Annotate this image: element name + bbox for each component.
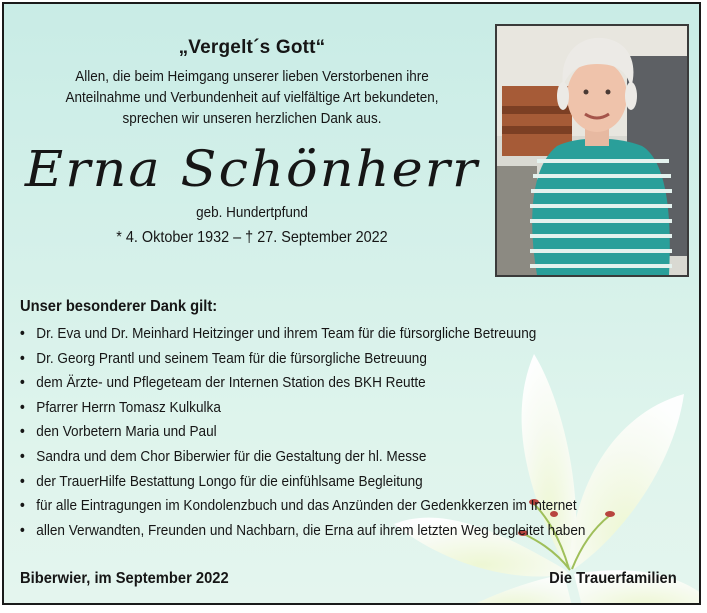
list-item-text: Dr. Georg Prantl und seinem Team für die fürsorgliche Betreuung <box>36 349 427 367</box>
list-item-text: Pfarrer Herrn Tomasz Kulkulka <box>36 398 221 416</box>
list-item <box>20 494 617 519</box>
notice-header <box>24 36 480 249</box>
bullet-icon: • <box>20 497 25 515</box>
life-dates: * 4. Oktober 1932 – † 27. September 2022 <box>116 229 388 246</box>
portrait-photo-icon <box>497 26 687 275</box>
list-item <box>20 371 617 396</box>
bullet-icon: • <box>20 349 25 367</box>
intro-line: Anteilnahme und Verbundenheit auf vielfältige Art bekundeten, <box>65 89 439 106</box>
list-item-text: der TrauerHilfe Bestattung Longo für die einfühlsame Begleitung <box>36 472 423 490</box>
list-item-text: dem Ärzte- und Pflegeteam der Internen Station des BKH Reutte <box>36 374 426 392</box>
portrait-photo <box>495 24 689 277</box>
bullet-icon: • <box>20 423 25 441</box>
list-item-text: allen Verwandten, Freunden und Nachbarn, die Erna auf ihrem letzten Weg begleitet haben <box>36 521 586 539</box>
intro-text <box>47 66 457 129</box>
intro-line: sprechen wir unseren herzlichen Dank aus. <box>122 110 382 127</box>
bullet-icon: • <box>20 374 25 392</box>
list-item <box>20 470 617 495</box>
list-item-text: den Vorbetern Maria und Paul <box>36 423 217 441</box>
list-item <box>20 347 617 372</box>
bullet-icon: • <box>20 447 25 465</box>
bullet-icon: • <box>20 325 25 342</box>
list-item-text: für alle Eintragungen im Kondolenzbuch und das Anzünden der Gedenkkerzen im Internet <box>36 497 577 515</box>
list-item <box>20 445 617 470</box>
heading-vergelts-gott: „Vergelt´s Gott“ <box>178 37 326 58</box>
bullet-icon: • <box>20 472 25 490</box>
place-date: Biberwier, im September 2022 <box>20 570 229 587</box>
thanks-title: Unser besonderer Dank gilt: <box>20 298 218 315</box>
signature: Die Trauerfamilien <box>549 570 677 587</box>
list-item-text: Sandra und dem Chor Biberwier für die Gestaltung der hl. Messe <box>36 447 427 465</box>
thanks-list <box>20 322 680 543</box>
list-item <box>20 519 617 544</box>
birth-name: geb. Hundertpfund <box>196 204 308 221</box>
list-item-text: Dr. Eva und Dr. Meinhard Heitzinger und ihrem Team für die fürsorgliche Betreuung <box>36 325 537 342</box>
intro-line: Allen, die beim Heimgang unserer lieben Verstorbenen ihre <box>75 68 429 85</box>
list-item <box>20 420 617 445</box>
list-item <box>20 396 617 421</box>
bullet-icon: • <box>20 521 25 539</box>
deceased-name: Erna Schönherr <box>24 140 480 198</box>
list-item <box>20 322 617 347</box>
bullet-icon: • <box>20 398 25 416</box>
obituary-thanks-card <box>2 2 701 605</box>
